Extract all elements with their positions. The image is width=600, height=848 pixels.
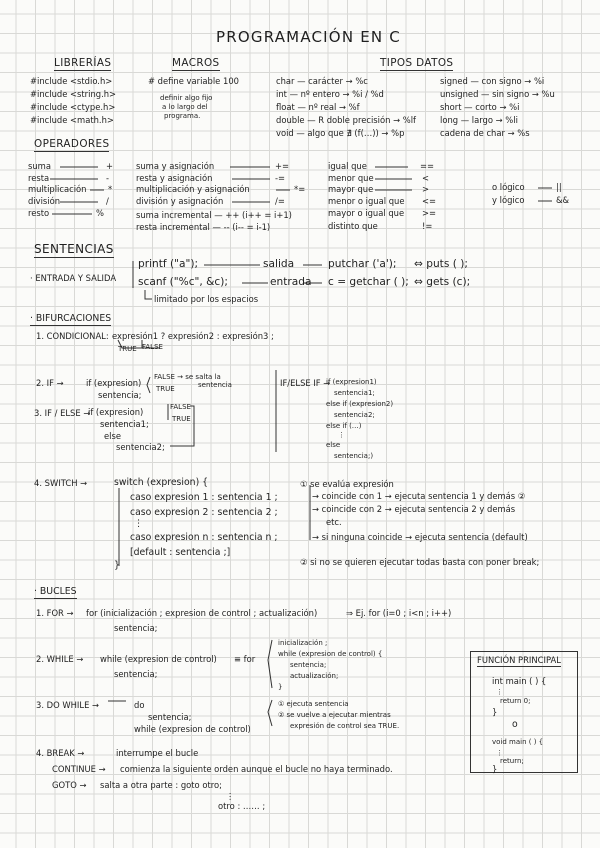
- dowhile-note: ② se vuelve a ejecutar mientras: [278, 711, 391, 719]
- dowhile-note: expresión de control sea TRUE.: [290, 722, 400, 730]
- op-compare-sym: <: [422, 173, 430, 183]
- macro-note: a lo largo del: [162, 103, 208, 111]
- switch-note: → coincide con 1 → ejecuta sentencia 1 y demás ②: [312, 491, 526, 501]
- otro-label: otro : …… ;: [218, 801, 266, 811]
- dowhile-line: while (expresion de control): [134, 724, 251, 734]
- tipos-heading: TIPOS DATOS: [380, 57, 453, 71]
- main2-line: return;: [500, 757, 524, 765]
- ifelseif-line: sentencia;): [334, 452, 374, 460]
- if-false-note: sentencia: [198, 381, 232, 389]
- true-label: TRUE: [118, 345, 137, 353]
- main2-line: ⋮: [496, 749, 503, 757]
- goto-label: GOTO →: [52, 780, 87, 790]
- main2-line: }: [492, 764, 498, 774]
- op-assign-sym: -=: [275, 173, 286, 183]
- op-compare-name: mayor o igual que: [328, 208, 405, 218]
- macros-heading: MACROS: [172, 57, 220, 71]
- libreria-item: #include <string.h>: [30, 89, 117, 99]
- ifelse-true-label: TRUE: [172, 415, 191, 423]
- bifurcaciones-heading: · BIFURCACIONES: [30, 313, 111, 326]
- op-assign-sym: +=: [275, 161, 290, 171]
- continue-text: comienza la siguiente orden aunque el bucle no haya terminado.: [120, 764, 393, 774]
- page-title: PROGRAMACIÓN EN C: [216, 28, 401, 46]
- ifelseif-line: else if (…): [326, 422, 362, 430]
- op-compare-sym: !=: [422, 221, 433, 231]
- op-compare-name: distinto que: [328, 221, 378, 231]
- op-assign-name: resta y asignación: [136, 173, 213, 183]
- main1-line: return 0;: [500, 697, 531, 705]
- ifelse-line: else: [104, 431, 121, 441]
- ifelse-line: sentencia2;: [116, 442, 165, 452]
- for-label: 1. FOR →: [36, 608, 74, 618]
- if-false-note: FALSE → se salta la: [154, 373, 221, 381]
- op-assign-sym: *=: [294, 184, 306, 194]
- break-label: 4. BREAK →: [36, 748, 85, 758]
- libreria-item: #include <math.h>: [30, 115, 114, 125]
- entrada-label: entrada: [270, 276, 312, 288]
- ifelse-false-label: FALSE: [170, 403, 191, 411]
- tipo-item: int — nº entero → %i / %d: [276, 89, 384, 99]
- op-assign-sym: /=: [275, 196, 285, 206]
- libreria-item: #include <ctype.h>: [30, 102, 116, 112]
- op-basic-name: resta: [28, 173, 50, 183]
- goto-dots: ⋮: [226, 791, 235, 801]
- while-equivalence: ≡ for: [234, 654, 256, 664]
- dowhile-line: sentencia;: [148, 712, 192, 722]
- printf-code: printf ("a");: [138, 258, 199, 270]
- ifelse-label: 3. IF / ELSE →: [34, 408, 91, 418]
- dowhile-note: ① ejecuta sentencia: [278, 700, 349, 708]
- dowhile-line: do: [134, 700, 145, 710]
- or-label: o: [512, 719, 518, 730]
- getchar-code: c = getchar ( );: [328, 276, 409, 288]
- tipo-modifier: signed — con signo → %i: [440, 76, 545, 86]
- op-assign-name: suma y asignación: [136, 161, 215, 171]
- if-sentencia: sentencia;: [98, 390, 142, 400]
- tipo-modifier: cadena de char → %s: [440, 128, 530, 138]
- sentencias-heading: SENTENCIAS: [34, 242, 114, 258]
- op-basic-sym: -: [106, 173, 110, 183]
- main2-line: void main ( ) {: [492, 738, 544, 746]
- tipo-item: char — carácter → %c: [276, 76, 368, 86]
- op-basic-sym: /: [106, 196, 109, 206]
- switch-line: switch (expresion) {: [114, 477, 209, 488]
- break-text: interrumpe el bucle: [116, 748, 199, 758]
- op-compare-sym: >: [422, 184, 430, 194]
- for-sentencia: sentencia;: [114, 623, 158, 633]
- op-compare-name: menor o igual que: [328, 196, 405, 206]
- ifelseif-line: ⋮: [338, 431, 345, 439]
- condicional-label: 1. CONDICIONAL:: [36, 331, 109, 341]
- switch-label: 4. SWITCH →: [34, 478, 88, 488]
- ifelseif-line: else: [326, 441, 341, 449]
- switch-line: [default : sentencia ;]: [130, 547, 231, 558]
- ifelseif-line: else if (expresion2): [326, 400, 394, 408]
- while-eq-line: inicialización ;: [278, 639, 328, 647]
- op-assign-name: suma incremental — ++ (i++ = i+1): [136, 210, 292, 220]
- op-assign-name: división y asignación: [136, 196, 224, 206]
- op-compare-sym: <=: [422, 196, 437, 206]
- op-basic-name: multiplicación: [28, 184, 87, 194]
- switch-note: etc.: [326, 517, 342, 527]
- if-code: if (expresion): [86, 378, 142, 388]
- op-compare-name: menor que: [328, 173, 374, 183]
- while-code: while (expresion de control): [100, 654, 217, 664]
- while-eq-line: sentencia;: [290, 661, 327, 669]
- gets-code: ⇔ gets (c);: [414, 276, 471, 288]
- op-assign-name: multiplicación y asignación: [136, 184, 250, 194]
- main1-line: }: [492, 707, 498, 717]
- dowhile-label: 3. DO WHILE →: [36, 700, 100, 710]
- ifelse-line: sentencia1;: [100, 419, 149, 429]
- op-compare-sym: ==: [420, 161, 435, 171]
- op-compare-name: igual que: [328, 161, 367, 171]
- tipo-modifier: long — largo → %li: [440, 115, 518, 125]
- limitado-note: limitado por los espacios: [154, 294, 259, 304]
- macro-note: definir algo fijo: [160, 94, 213, 102]
- switch-line: caso expresion 1 : sentencia 1 ;: [130, 492, 278, 503]
- tipo-modifier: short — corto → %i: [440, 102, 520, 112]
- tipo-item: double — R doble precisión → %lf: [276, 115, 416, 125]
- ifelseif-line: sentencia1;: [334, 389, 375, 397]
- op-logic-sym: &&: [556, 195, 570, 205]
- if-label: 2. IF →: [36, 378, 64, 388]
- op-logic-name: y lógico: [492, 195, 525, 205]
- op-logic-sym: ||: [556, 182, 562, 192]
- while-eq-line: }: [278, 683, 283, 691]
- false-label: FALSE: [142, 343, 163, 351]
- entrada-salida-label: · ENTRADA Y SALIDA: [30, 273, 117, 283]
- switch-note: → si ninguna coincide → ejecuta sentencia (default): [312, 532, 528, 542]
- funcion-heading: FUNCIÓN PRINCIPAL: [477, 655, 561, 667]
- op-basic-name: división: [28, 196, 61, 206]
- main1-line: int main ( ) {: [492, 676, 547, 686]
- ifelseif-line: if (expresion1): [326, 378, 377, 386]
- goto-text: salta a otra parte : goto otro;: [100, 780, 222, 790]
- switch-note: ② si no se quieren ejecutar todas basta con poner break;: [300, 557, 540, 567]
- op-basic-name: suma: [28, 161, 51, 171]
- if-true-label: TRUE: [156, 385, 175, 393]
- funcion-principal-box: [470, 651, 578, 773]
- op-basic-sym: *: [108, 184, 113, 194]
- bucles-heading: · BUCLES: [34, 586, 77, 599]
- puts-code: ⇔ puts ( );: [414, 258, 468, 270]
- ifelseif-line: sentencia2;: [334, 411, 375, 419]
- switch-line: caso expresion n : sentencia n ;: [130, 532, 278, 543]
- op-basic-name: resto: [28, 208, 50, 218]
- libreria-item: #include <stdio.h>: [30, 76, 113, 86]
- for-code: for (inicialización ; expresion de control ; actualización): [86, 608, 318, 618]
- while-eq-line: while (expresion de control) {: [278, 650, 383, 658]
- while-label: 2. WHILE →: [36, 654, 84, 664]
- switch-line: ⋮: [134, 518, 144, 529]
- op-compare-name: mayor que: [328, 184, 374, 194]
- while-sentencia: sentencia;: [114, 669, 158, 679]
- switch-note: → coincide con 2 → ejecuta sentencia 2 y demás: [312, 504, 516, 514]
- tipo-modifier: unsigned — sin signo → %u: [440, 89, 555, 99]
- op-logic-name: o lógico: [492, 182, 525, 192]
- op-compare-sym: >=: [422, 208, 437, 218]
- op-basic-sym: +: [106, 161, 114, 171]
- macro-define: # define variable 100: [148, 76, 239, 86]
- main1-line: ⋮: [496, 688, 503, 696]
- tipo-item: void — algo que ∄ (f(…)) → %p: [276, 128, 405, 138]
- ifelse-line: if (expresion): [88, 407, 144, 417]
- salida-label: salida: [263, 258, 295, 270]
- op-basic-sym: %: [96, 208, 104, 218]
- putchar-code: putchar ('a');: [328, 258, 397, 270]
- tipo-item: float — nº real → %f: [276, 102, 360, 112]
- for-example: ⇒ Ej. for (i=0 ; i<n ; i++): [346, 608, 452, 618]
- operadores-heading: OPERADORES: [34, 138, 109, 152]
- switch-line: caso expresion 2 : sentencia 2 ;: [130, 507, 278, 518]
- op-assign-name: resta incremental — -- (i-- = i-1): [136, 222, 271, 232]
- macro-note: programa.: [164, 112, 201, 120]
- ifelseif-label: IF/ELSE IF →: [280, 378, 331, 388]
- scanf-code: scanf ("%c", &c);: [138, 276, 228, 288]
- switch-note: ① se evalúa expresión: [300, 479, 394, 489]
- while-eq-line: actualización;: [290, 672, 339, 680]
- librerias-heading: LIBRERÍAS: [54, 57, 111, 71]
- condicional-code: expresión1 ? expresión2 : expresión3 ;: [112, 331, 274, 341]
- switch-line: }: [114, 560, 120, 571]
- continue-label: CONTINUE →: [52, 764, 106, 774]
